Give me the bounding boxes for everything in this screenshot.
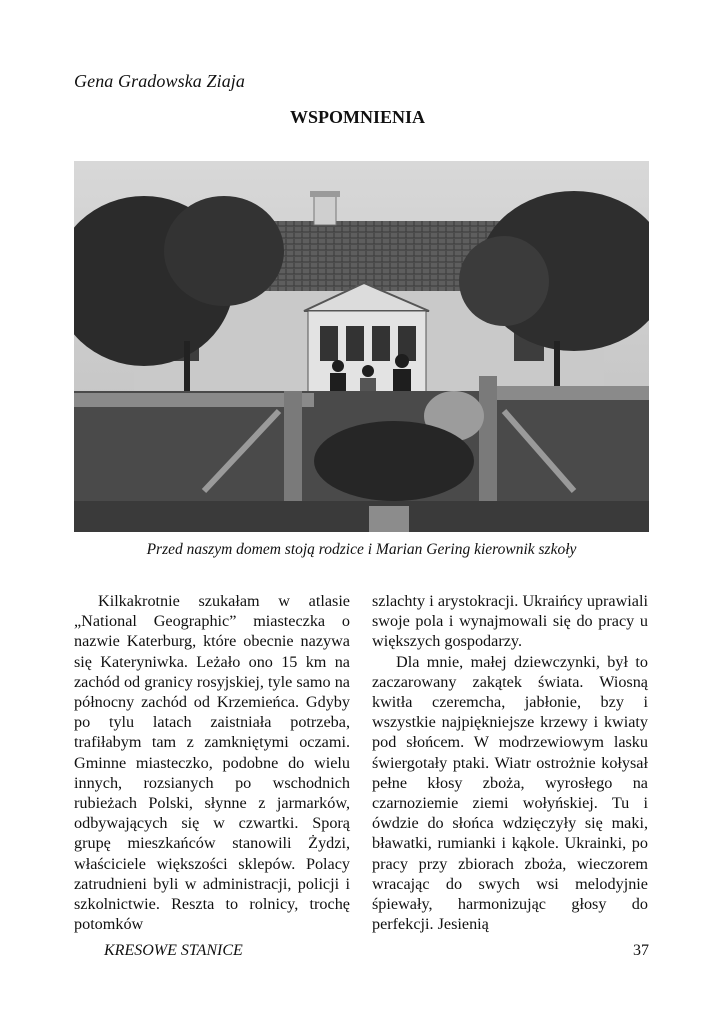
house-photograph [74,161,649,532]
page-number: 37 [633,942,649,959]
author-name: Gena Gradowska Ziaja [74,71,246,91]
paragraph-right-1: szlachty i arystokracji. Ukraińcy uprawiali swoje pola i wynajmowali się do pracy u większych gospodarzy. [372,592,648,651]
photo-caption: Przed naszym domem stoją rodzice i Marian Gering kierownik szkoły [146,541,577,558]
text-column-right [372,591,648,934]
paragraph-right-2: Dla mnie, małej dziewczynki, był to zaczarowany zakątek świata. Wiosną kwitła czeremcha, jabłonie, bzy i wszystkie najpiękniejsze krzewy i kwiaty pod słońcem. W modrzewiowym lasku świergotały ptaki. Wiatr ostrożnie kołysał pełne kłosy zboża, wyrosłego na czarnoziemie ziemi wołyńskiej. Tu i ówdzie do słońca wdzięczyły się maki, bławatki, rumianki i kąkole. Ukrainki, po pracy przy zbiorach zboża, wieczorem wracając do swych wsi melodyjnie śpiewały, harmonizując głosy do perfekcji. Jesienią [372,652,648,934]
paragraph-left: Kilkakrotnie szukałam w atlasie „National Geographic” miasteczka o nazwie Katerburg, które obecnie nazywa się Kateryniwka. Leżało ono 15 km na zachód od granicy rosyjskiej, tyle samo na północny zachód od Krzemieńca. Gdyby po tylu latach zaistniała potrzeba, trafiłabym tam z zamkniętymi oczami. Gminne miasteczko, podobne do wielu innych, rozsianych po wschodnich rubieżach Polski, słynne z jarmarków, odbywających się w czwartki. Sporą grupę mieszkańców stanowili Żydzi, właściciele większości sklepów. Polacy zatrudnieni byli w administracji, policji i szkolnictwie. Reszta to rolnicy, trochę potomków [74,592,350,934]
publication-name: KRESOWE STANICE [104,942,243,959]
house-photo-drawing [74,161,649,532]
article-title [0,107,723,128]
text-column-left [74,591,350,934]
article-title-text: WSPOMNIENIA [289,107,425,127]
